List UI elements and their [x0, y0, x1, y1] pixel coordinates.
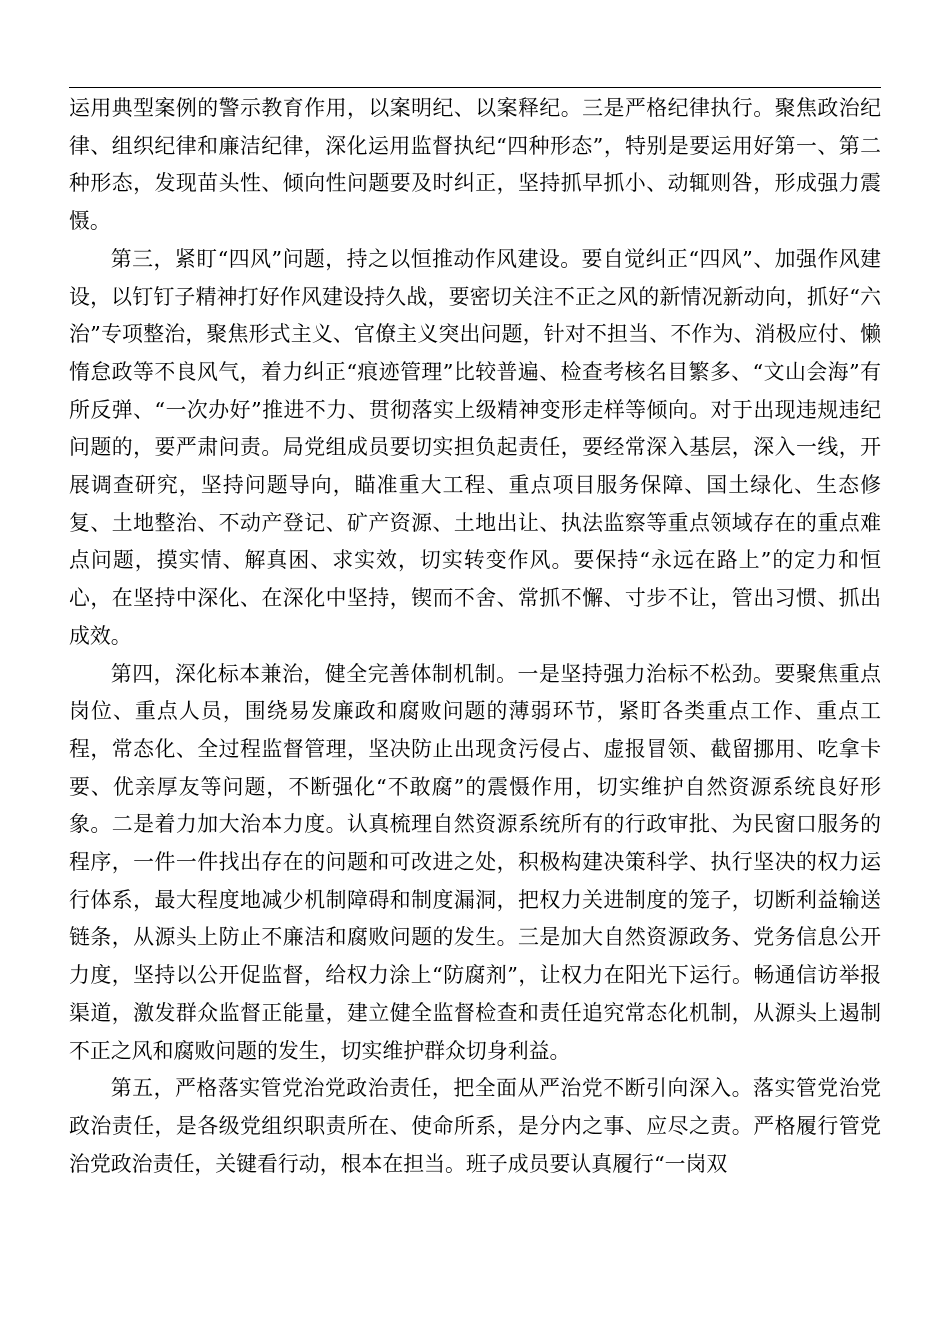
- body-text: [69, 90, 881, 1183]
- header-rule: [69, 87, 881, 88]
- paragraph-third-point: 第三，紧盯“四风”问题，持之以恒推动作风建设。要自觉纠正“四风”、加强作风建设，以钉钉子精神打好作风建设持久战，要密切关注不正之风的新情况新动向，抓好“六治”专项整治，聚焦形式主义、官僚主义突出问题，针对不担当、不作为、消极应付、懒惰怠政等不良风气，着力纠正“痕迹管理”比较普遍、检查考核名目繁多、“文山会海”有所反弹、“一次办好”推进不力、贯彻落实上级精神变形走样等倾向。对于出现违规违纪问题的，要严肃问责。局党组成员要切实担负起责任，要经常深入基层，深入一线，开展调查研究，坚持问题导向，瞄准重大工程、重点项目服务保障、国土绿化、生态修复、土地整治、不动产登记、矿产资源、土地出让、执法监察等重点领域存在的重点难点问题，摸实情、解真困、求实效，切实转变作风。要保持“永远在路上”的定力和恒心，在坚持中深化、在深化中坚持，锲而不舍、常抓不懈、寸步不让，管出习惯、抓出成效。: [69, 246, 881, 648]
- paragraph-fifth-point: 第五，严格落实管党治党政治责任，把全面从严治党不断引向深入。落实管党治党政治责任，是各级党组织职责所在、使命所系，是分内之事、应尽之责。严格履行管党治党政治责任，关键看行动，根本在担当。班子成员要认真履行“一岗双: [69, 1076, 881, 1176]
- paragraph-continuation: 运用典型案例的警示教育作用，以案明纪、以案释纪。三是严格纪律执行。聚焦政治纪律、组织纪律和廉洁纪律，深化运用监督执纪“四种形态”，特别是要运用好第一、第二种形态，发现苗头性、倾向性问题要及时纠正，坚持抓早抓小、动辄则咎，形成强力震慑。: [69, 96, 881, 234]
- paragraph-fourth-point: 第四，深化标本兼治，健全完善体制机制。一是坚持强力治标不松劲。要聚焦重点岗位、重点人员，围绕易发廉政和腐败问题的薄弱环节，紧盯各类重点工作、重点工程，常态化、全过程监督管理，坚决防止出现贪污侵占、虚报冒领、截留挪用、吃拿卡要、优亲厚友等问题，不断强化“不敢腐”的震慑作用，切实维护自然资源系统良好形象。二是着力加大治本力度。认真梳理自然资源系统所有的行政审批、为民窗口服务的程序，一件一件找出存在的问题和可改进之处，积极构建决策科学、执行坚决的权力运行体系，最大程度地减少机制障碍和制度漏洞，把权力关进制度的笼子，切断利益输送链条，从源头上防止不廉洁和腐败问题的发生。三是加大自然资源政务、党务信息公开力度，坚持以公开促监督，给权力涂上“防腐剂”，让权力在阳光下运行。畅通信访举报渠道，激发群众监督正能量，建立健全监督检查和责任追究常态化机制，从源头上遏制不正之风和腐败问题的发生，切实维护群众切身利益。: [69, 661, 881, 1063]
